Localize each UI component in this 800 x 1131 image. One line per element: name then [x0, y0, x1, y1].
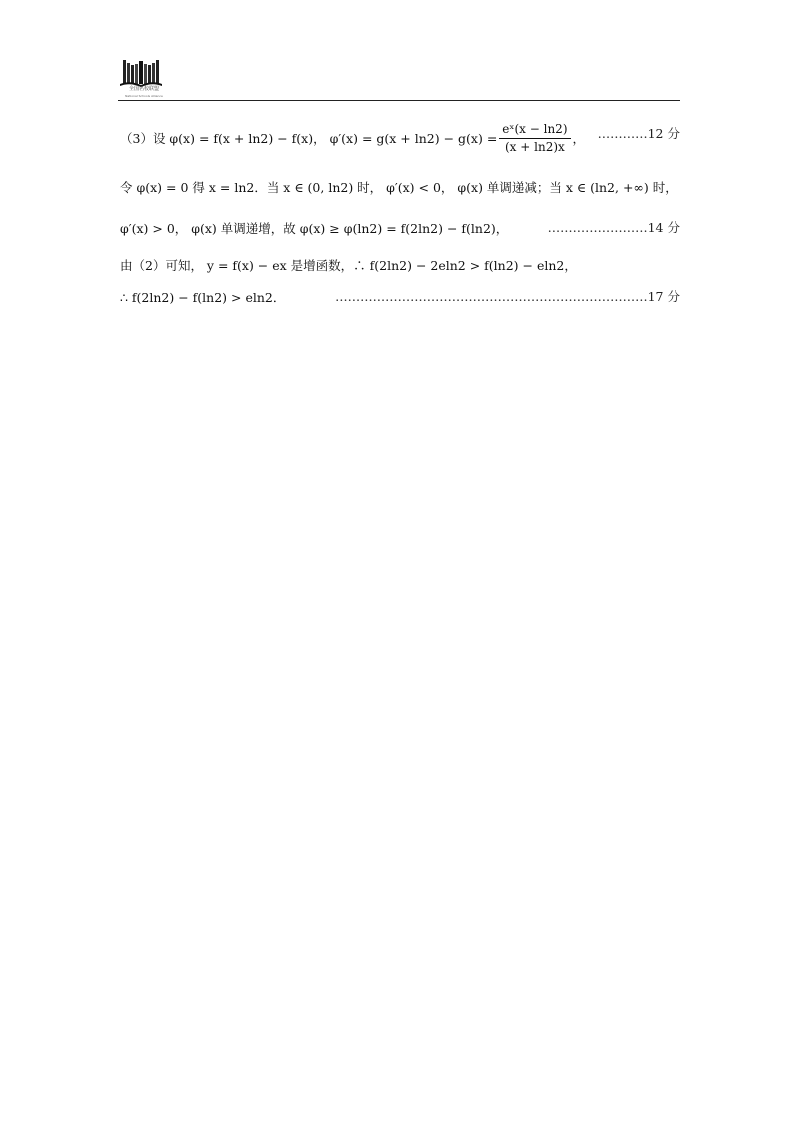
line-5-text: ∴ f(2ln2) − f(ln2) > eln2．: [120, 289, 286, 305]
line-1-text: （3）设 φ(x) = f(x + ln2) − f(x)， φ′(x) = g(x + ln2) − g(x) =: [120, 130, 498, 146]
line-1-punctuation: ，: [572, 130, 586, 146]
score-marker-12: …………12 分: [597, 126, 680, 141]
line-2-text: 令 φ(x) = 0 得 x = ln2．当 x ∈ (0, ln2) 时， φ′(x) < 0， φ(x) 单调递减；当 x ∈ (ln2, +∞) 时，: [120, 179, 678, 195]
logo-text: 全国名校联盟: [128, 86, 159, 92]
page-header: [118, 56, 680, 102]
line-4-text: 由（2）可知， y = f(x) − ex 是增函数，∴ f(2ln2) − 2eln2 > f(ln2) − eln2，: [120, 257, 577, 273]
logo-subtext: National Schools Alliance: [125, 94, 163, 98]
score-marker-17: …………………………………………………………………17 分: [335, 289, 680, 304]
solution-line-2: [120, 175, 680, 199]
score-marker-14: ……………………14 分: [547, 220, 680, 235]
solution-line-1: [120, 122, 680, 154]
solution-line-3: [120, 216, 680, 240]
fraction-numerator: eˣ(x − ln2): [499, 122, 570, 139]
solution-line-5: [120, 285, 680, 309]
derivative-fraction: [499, 122, 570, 155]
line-3-text: φ′(x) > 0， φ(x) 单调递增，故 φ(x) ≥ φ(ln2) = f(2ln2) − f(ln2)，: [120, 220, 509, 236]
header-divider: [118, 100, 680, 101]
fraction-denominator: (x + ln2)x: [505, 140, 565, 154]
solution-line-4: [120, 253, 680, 277]
